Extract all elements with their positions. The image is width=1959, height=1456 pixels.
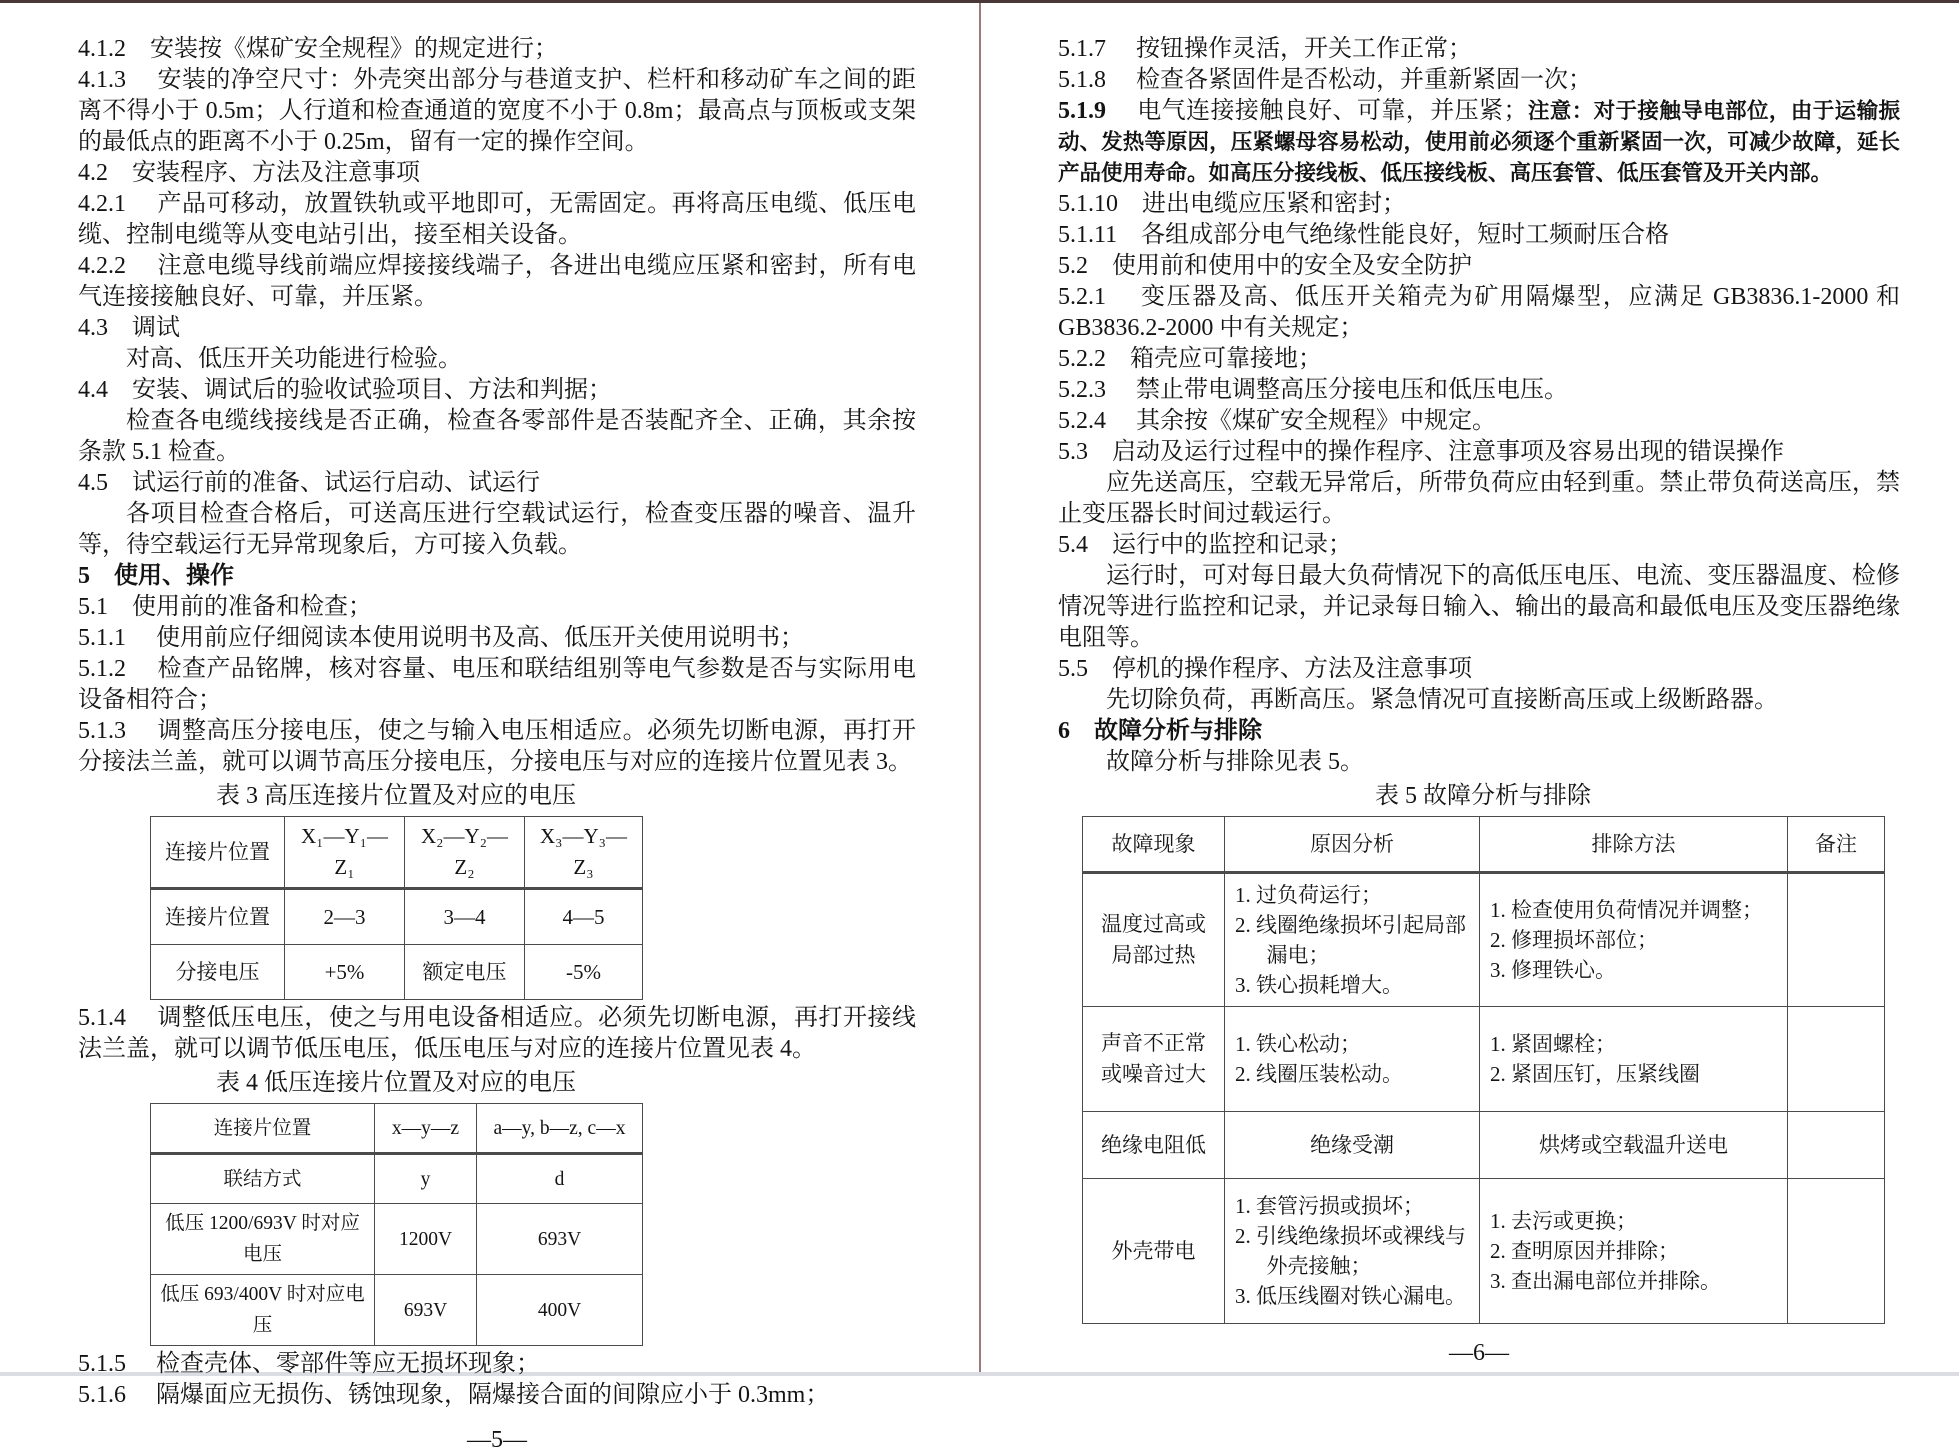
paragraph: 先切除负荷，再断高压。紧急情况可直接断高压或上级断路器。 — [1106, 687, 1778, 713]
section-heading-4-5: 4.5 试运行前的准备、试运行启动、试运行 — [78, 470, 540, 496]
hv-tap-table — [150, 816, 643, 1000]
list-item: 1. 检查使用负荷情况并调整； — [1490, 898, 1763, 922]
table-row — [151, 1204, 643, 1275]
table-cell: 原因分析 — [1225, 817, 1480, 873]
page-5 — [78, 0, 916, 1456]
list-item: 1. 铁心松动； — [1235, 1032, 1361, 1056]
list-item: 3. 铁心损耗增大。 — [1235, 973, 1403, 997]
table-cell: 外壳带电 — [1083, 1179, 1225, 1324]
table-cell: +5% — [285, 945, 405, 1000]
table-cell: 693V — [375, 1275, 477, 1346]
section-heading-5-1: 5.1 使用前的准备和检查； — [78, 594, 372, 620]
fault-table-block — [1082, 781, 1884, 1324]
table-cell — [1480, 1179, 1788, 1324]
list-item: 1. 套管污损或损坏； — [1235, 1194, 1424, 1218]
table-row — [151, 945, 643, 1000]
table-row — [1083, 873, 1885, 1007]
section-heading-5-5: 5.5 停机的操作程序、方法及注意事项 — [1058, 656, 1472, 682]
page-number-5: —5— — [467, 1427, 527, 1453]
paragraph-5-1-6: 5.1.6 隔爆面应无损伤、锈蚀现象，隔爆接合面的间隙应小于 0.3mm； — [78, 1382, 830, 1408]
table-cell: 故障现象 — [1083, 817, 1225, 873]
table-cell: 4—5 — [525, 889, 643, 945]
table-cell: 连接片位置 — [151, 1104, 375, 1154]
table-cell: -5% — [525, 945, 643, 1000]
paragraph-4-2-2: 4.2.2 注意电缆导线前端应焊接接线端子，各进出电缆应压紧和密封，所有电气连接接触良好、可靠，并压紧。 — [78, 253, 916, 310]
table3-caption: 表 3 高压连接片位置及对应的电压 — [216, 783, 576, 809]
table-cell: 400V — [477, 1275, 643, 1346]
section-heading-5-4: 5.4 运行中的监控和记录； — [1058, 532, 1352, 558]
table-cell: 1200V — [375, 1204, 477, 1275]
table-cell: y — [375, 1154, 477, 1204]
list-item: 2. 引线绝缘损坏或裸线与外壳接触； — [1235, 1224, 1466, 1278]
paragraph-5-1-7: 5.1.7 按钮操作灵活，开关工作正常； — [1058, 36, 1472, 62]
table-cell: 3—4 — [405, 889, 525, 945]
table-row — [1083, 1007, 1885, 1112]
section-heading-4-3: 4.3 调试 — [78, 315, 180, 341]
table-cell: 联结方式 — [151, 1154, 375, 1204]
paragraph-5-1-1: 5.1.1 使用前应仔细阅读本使用说明书及高、低压开关使用说明书； — [78, 625, 804, 651]
table-cell: 额定电压 — [405, 945, 525, 1000]
table4-caption: 表 4 低压连接片位置及对应的电压 — [216, 1070, 576, 1096]
section-number: 5.1.9 — [1058, 98, 1106, 124]
list-item: 2. 线圈压装松动。 — [1235, 1062, 1403, 1086]
page-divider — [979, 3, 981, 1372]
table-cell: 绝缘受潮 — [1225, 1112, 1480, 1179]
table-cell — [1788, 873, 1885, 1007]
table-row — [1083, 1179, 1885, 1324]
table-cell: 693V — [477, 1204, 643, 1275]
table-cell: 连接片位置 — [151, 889, 285, 945]
table-cell: a—y, b—z, c—x — [477, 1104, 643, 1154]
list-item: 2. 查明原因并排除； — [1490, 1239, 1679, 1263]
table-cell — [1788, 1112, 1885, 1179]
paragraph: 各项目检查合格后，可送高压进行空载试运行，检查变压器的噪音、温升等，待空载运行无异常现象后，方可接入负载。 — [78, 501, 916, 558]
table-cell: 低压 693/400V 时对应电压 — [151, 1275, 375, 1346]
table-row — [1083, 1112, 1885, 1179]
table-row — [151, 1104, 643, 1154]
list-item: 1. 过负荷运行； — [1235, 883, 1382, 907]
paragraph-5-1-10: 5.1.10 进出电缆应压紧和密封； — [1058, 191, 1406, 217]
table-cell: 低压 1200/693V 时对应电压 — [151, 1204, 375, 1275]
table-row — [1083, 817, 1885, 873]
paragraph-5-1-9 — [1058, 96, 1900, 189]
section-heading-4-4: 4.4 安装、调试后的验收试验项目、方法和判据； — [78, 377, 612, 403]
section-heading-4-2: 4.2 安装程序、方法及注意事项 — [78, 160, 420, 186]
table-cell — [1788, 1007, 1885, 1112]
hv-tap-table-block — [150, 781, 642, 1000]
table-cell — [1225, 1179, 1480, 1324]
table-cell: 排除方法 — [1480, 817, 1788, 873]
list-item: 2. 线圈绝缘损坏引起局部漏电； — [1235, 913, 1466, 967]
paragraph-5-1-4: 5.1.4 调整低压电压，使之与用电设备相适应。必须先切断电源，再打开接线法兰盖，就可以调节低压电压，低压电压与对应的连接片位置见表 4。 — [78, 1005, 916, 1062]
table5-caption: 表 5 故障分析与排除 — [1375, 783, 1591, 809]
paragraph-5-2-3: 5.2.3 禁止带电调整高压分接电压和低压电压。 — [1058, 377, 1568, 403]
table-row — [151, 889, 643, 945]
paragraph: 检查各电缆线接线是否正确，检查各零部件是否装配齐全、正确，其余按条款 5.1 检查。 — [78, 408, 916, 465]
table-cell: 备注 — [1788, 817, 1885, 873]
table-cell: 连接片位置 — [151, 817, 285, 889]
table-cell — [1225, 873, 1480, 1007]
list-item: 3. 修理铁心。 — [1490, 958, 1616, 982]
table-cell: 温度过高或局部过热 — [1083, 873, 1225, 1007]
table-row — [151, 817, 643, 889]
page-number-6: —6— — [1449, 1340, 1509, 1366]
table-cell — [1480, 873, 1788, 1007]
paragraph: 对高、低压开关功能进行检验。 — [126, 346, 462, 372]
paragraph: 应先送高压，空载无异常后，所带负荷应由轻到重。禁止带负荷送高压，禁止变压器长时间过载运行。 — [1058, 470, 1900, 527]
section-heading-5: 5 使用、操作 — [78, 563, 234, 589]
paragraph-4-1-3: 4.1.3 安装的净空尺寸：外壳突出部分与巷道支护、栏杆和移动矿车之间的距离不得小于 0.5m；人行道和检查通道的宽度不小于 0.8m；最高点与顶板或支架的最低点的距离不小于 0.25m，留有一定的操作空间。 — [78, 67, 916, 155]
table-row — [151, 1154, 643, 1204]
section-heading-5-2: 5.2 使用前和使用中的安全及安全防护 — [1058, 253, 1472, 279]
paragraph-5-1-5: 5.1.5 检查壳体、零部件等应无损坏现象； — [78, 1351, 540, 1377]
paragraph-4-1-2: 4.1.2 安装按《煤矿安全规程》的规定进行； — [78, 36, 558, 62]
list-item: 1. 紧固螺栓； — [1490, 1032, 1616, 1056]
notice-text: 注意：对于接触导电部位，由于运输振动、发热等原因，压紧螺母容易松动，使用前必须逐个重新紧固一次，可减少故障，延长产品使用寿命。如高压分接线板、低压接线板、高压套管、低压套管及开关内部。 — [1058, 99, 1900, 185]
section-heading-6: 6 故障分析与排除 — [1058, 718, 1262, 744]
table-cell — [1788, 1179, 1885, 1324]
table-row — [151, 1275, 643, 1346]
lv-tap-table — [150, 1103, 643, 1346]
list-item: 3. 查出漏电部位并排除。 — [1490, 1269, 1721, 1293]
paragraph: 运行时，可对每日最大负荷情况下的高低压电压、电流、变压器温度、检修情况等进行监控和记录，并记录每日输入、输出的最高和最低电压及变压器绝缘电阻等。 — [1058, 563, 1900, 651]
paragraph-5-1-8: 5.1.8 检查各紧固件是否松动，并重新紧固一次； — [1058, 67, 1592, 93]
table-cell — [1480, 1007, 1788, 1112]
list-item: 1. 去污或更换； — [1490, 1209, 1637, 1233]
paragraph-5-2-1: 5.2.1 变压器及高、低压开关箱壳为矿用隔爆型，应满足 GB3836.1-2000 和 GB3836.2-2000 中有关规定； — [1058, 284, 1900, 341]
table-cell: 2—3 — [285, 889, 405, 945]
table-cell: X₃—Y₃—Z₃ — [525, 817, 643, 889]
list-item: 3. 低压线圈对铁心漏电。 — [1235, 1284, 1466, 1308]
paragraph-5-1-2: 5.1.2 检查产品铭牌，核对容量、电压和联结组别等电气参数是否与实际用电设备相符合； — [78, 656, 916, 713]
list-item: 2. 修理损坏部位； — [1490, 928, 1658, 952]
paragraph-lead: 电气连接接触良好、可靠，并压紧； — [1106, 98, 1528, 124]
table-cell: 声音不正常或噪音过大 — [1083, 1007, 1225, 1112]
table-cell: d — [477, 1154, 643, 1204]
paragraph-5-2-4: 5.2.4 其余按《煤矿安全规程》中规定。 — [1058, 408, 1496, 434]
paragraph-5-1-11: 5.1.11 各组成部分电气绝缘性能良好，短时工频耐压合格 — [1058, 222, 1670, 248]
list-item: 2. 紧固压钉，压紧线圈 — [1490, 1062, 1700, 1086]
table-cell: x—y—z — [375, 1104, 477, 1154]
section-heading-5-3: 5.3 启动及运行过程中的操作程序、注意事项及容易出现的错误操作 — [1058, 439, 1784, 465]
table-cell: X₁—Y₁—Z₁ — [285, 817, 405, 889]
table-cell: 绝缘电阻低 — [1083, 1112, 1225, 1179]
lv-tap-table-block — [150, 1068, 642, 1346]
page-6 — [1058, 0, 1900, 1369]
paragraph-4-2-1: 4.2.1 产品可移动，放置铁轨或平地即可，无需固定。再将高压电缆、低压电缆、控制电缆等从变电站引出，接至相关设备。 — [78, 191, 916, 248]
table-cell — [1225, 1007, 1480, 1112]
table-cell: 烘烤或空载温升送电 — [1480, 1112, 1788, 1179]
table-cell: 分接电压 — [151, 945, 285, 1000]
table-cell: X₂—Y₂—Z₂ — [405, 817, 525, 889]
paragraph-5-2-2: 5.2.2 箱壳应可靠接地； — [1058, 346, 1322, 372]
fault-analysis-table — [1082, 816, 1885, 1324]
paragraph-5-1-3: 5.1.3 调整高压分接电压，使之与输入电压相适应。必须先切断电源，再打开分接法兰盖，就可以调节高压分接电压，分接电压与对应的连接片位置见表 3。 — [78, 718, 916, 775]
paragraph: 故障分析与排除见表 5。 — [1106, 749, 1364, 775]
